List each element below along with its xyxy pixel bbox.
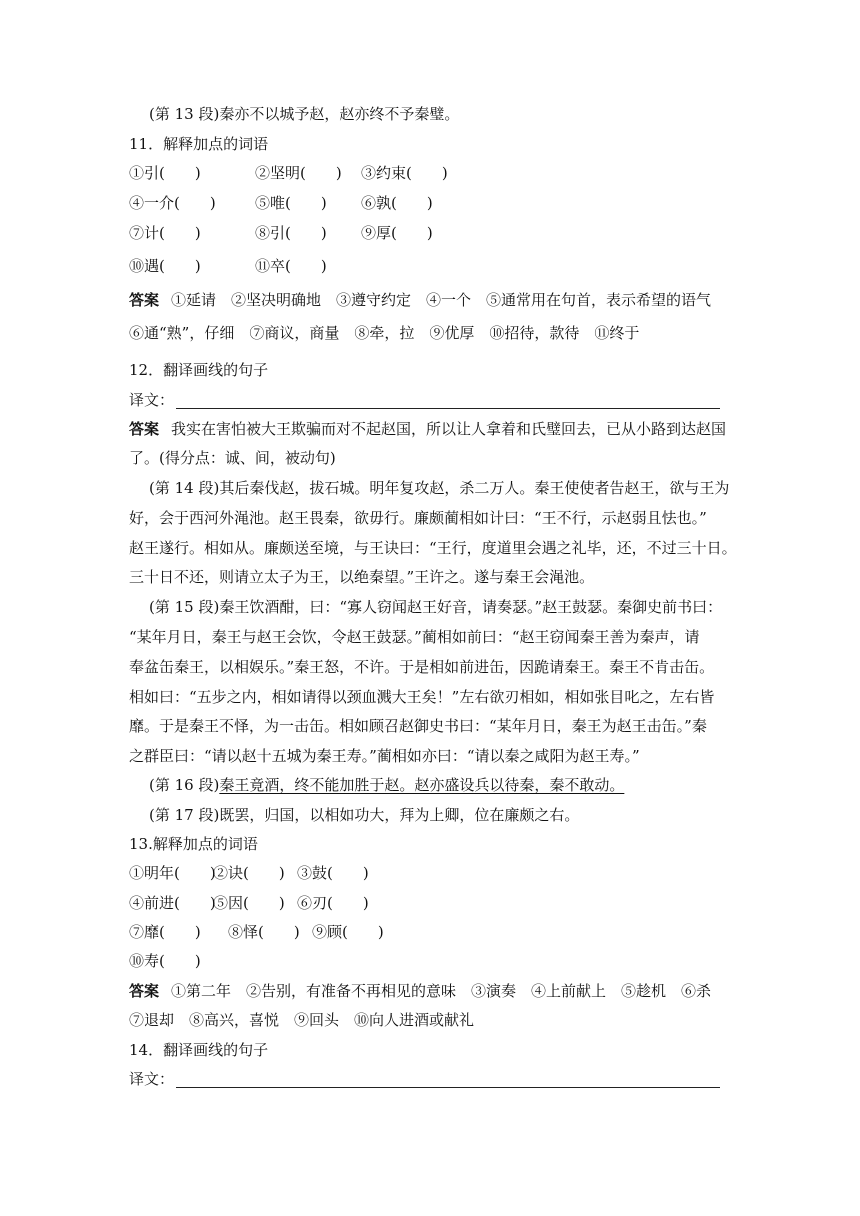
answer-label: 答案 (129, 291, 160, 309)
q13-item-6: ⑥刃( ) (297, 894, 369, 912)
paragraph-15-line: 奉盆缶秦王，以相娱乐。”秦王怒，不许。于是相如前进缶，因跪请秦王。秦王不肯击缶。 (129, 658, 715, 676)
q13-item-5: ⑤因( ) (213, 894, 285, 912)
q12-translation-field (129, 389, 720, 411)
translation-label: 译文： (129, 391, 175, 409)
q11-answer-line-1: 答案 ①延请 ②坚决明确地 ③遵守约定 ④一个 ⑤通常用在句首，表示希望的语气 (129, 291, 712, 309)
q13-answer-line-2: ⑦退却 ⑧高兴，喜悦 ⑨回头 ⑩向人进酒或献礼 (129, 1011, 475, 1029)
answer-label: 答案 (129, 982, 160, 1000)
question-11-title: 11．解释加点的词语 (129, 135, 269, 153)
paragraph-15-line: 之群臣曰：“请以赵十五城为秦王寿。”蔺相如亦曰：“请以秦之咸阳为赵王寿。” (129, 747, 640, 765)
paragraph-15-line: “某年月日，秦王与赵王会饮，令赵王鼓瑟。”蔺相如前曰：“赵王窃闻秦王善为秦声，请 (129, 628, 700, 646)
q11-item-10: ⑩遇( ) (129, 257, 201, 275)
q11-item-7: ⑦计( ) (129, 224, 201, 242)
q11-item-1: ①引( ) (129, 164, 201, 182)
paragraph-17: (第 17 段)既罢，归国，以相如功大，拜为上卿，位在廉颇之右。 (149, 806, 580, 824)
q13-item-4: ④前进( ) (129, 894, 216, 912)
q11-answer-line-2: ⑥通“熟”，仔细 ⑦商议，商量 ⑧牵，拉 ⑨优厚 ⑩招待，款待 ⑪终于 (129, 324, 640, 342)
paragraph-15-line: 靡。于是秦王不怿，为一击缶。相如顾召赵御史书曰：“某年月日，秦王为赵王击缶。”秦 (129, 717, 707, 735)
paragraph-13: (第 13 段)秦亦不以城予赵，赵亦终不予秦璧。 (149, 105, 460, 123)
q11-item-3: ③约束( ) (361, 164, 448, 182)
q13-row-4 (129, 950, 201, 972)
q11-row-2 (129, 192, 467, 214)
q14-translation-field (129, 1068, 720, 1090)
q11-row-3 (129, 222, 467, 244)
q13-item-2: ②诀( ) (213, 864, 285, 882)
answer-label: 答案 (129, 420, 160, 438)
q11-item-9: ⑨厚( ) (361, 224, 433, 242)
underlined-sentence: 秦王竟酒，终不能加胜于赵。赵亦盛设兵以待秦，秦不敢动。 (219, 776, 625, 794)
q11-row-1 (129, 162, 467, 184)
paragraph-14-line: (第 14 段)其后秦伐赵，拔石城。明年复攻赵，杀二万人。秦王使使者告赵王，欲与王为 (149, 479, 730, 497)
question-12-title: 12．翻译画线的句子 (129, 361, 269, 379)
q13-item-7: ⑦靡( ) (129, 923, 201, 941)
translation-blank-line (176, 394, 720, 409)
q11-row-4 (129, 255, 361, 277)
q11-item-5: ⑤唯( ) (255, 194, 327, 212)
q11-item-4: ④一介( ) (129, 194, 216, 212)
q13-row-1 (129, 862, 381, 884)
q12-answer-line-1: 答案 我实在害怕被大王欺骗而对不起赵国，所以让人拿着和氏璧回去，已从小路到达赵国 (129, 420, 727, 438)
q11-item-6: ⑥孰( ) (361, 194, 433, 212)
q13-item-9: ⑨顾( ) (312, 923, 384, 941)
question-13-title: 13.解释加点的词语 (129, 835, 258, 853)
paragraph-15-line: 相如曰：“五步之内，相如请得以颈血溅大王矣！”左右欲刃相如，相如张目叱之，左右皆 (129, 688, 715, 706)
q11-item-8: ⑧引( ) (255, 224, 327, 242)
q13-item-8: ⑧怿( ) (228, 923, 300, 941)
q13-row-2 (129, 892, 381, 914)
translation-label: 译文： (129, 1070, 175, 1088)
q11-item-11: ⑪卒( ) (255, 257, 327, 275)
q11-item-2: ②坚明( ) (255, 164, 342, 182)
q12-answer-line-2: 了。(得分点：诚、间，被动句) (129, 449, 336, 467)
q13-item-3: ③鼓( ) (297, 864, 369, 882)
paragraph-14-line: 三十日不还，则请立太子为王，以绝秦望。”王许之。遂与秦王会渑池。 (129, 568, 595, 586)
q13-item-10: ⑩寿( ) (129, 952, 201, 970)
q13-item-1: ①明年( ) (129, 864, 216, 882)
q13-row-3 (129, 921, 396, 943)
question-14-title: 14．翻译画线的句子 (129, 1041, 269, 1059)
q13-answer-line-1: 答案 ①第二年 ②告别，有准备不再相见的意味 ③演奏 ④上前献上 ⑤趁机 ⑥杀 (129, 982, 712, 1000)
paragraph-14-line: 好，会于西河外渑池。赵王畏秦，欲毋行。廉颇蔺相如计曰：“王不行，示赵弱且怯也。” (129, 509, 707, 527)
translation-blank-line (176, 1073, 720, 1088)
paragraph-14-line: 赵王遂行。相如从。廉颇送至境，与王诀曰：“王行，度道里会遇之礼毕，还，不过三十日。 (129, 539, 737, 557)
paragraph-16: (第 16 段)秦王竟酒，终不能加胜于赵。赵亦盛设兵以待秦，秦不敢动。 (149, 776, 625, 794)
paragraph-15-line: (第 15 段)秦王饮酒酣，曰：“寡人窃闻赵王好音，请奏瑟。”赵王鼓瑟。秦御史前书曰： (149, 598, 723, 616)
